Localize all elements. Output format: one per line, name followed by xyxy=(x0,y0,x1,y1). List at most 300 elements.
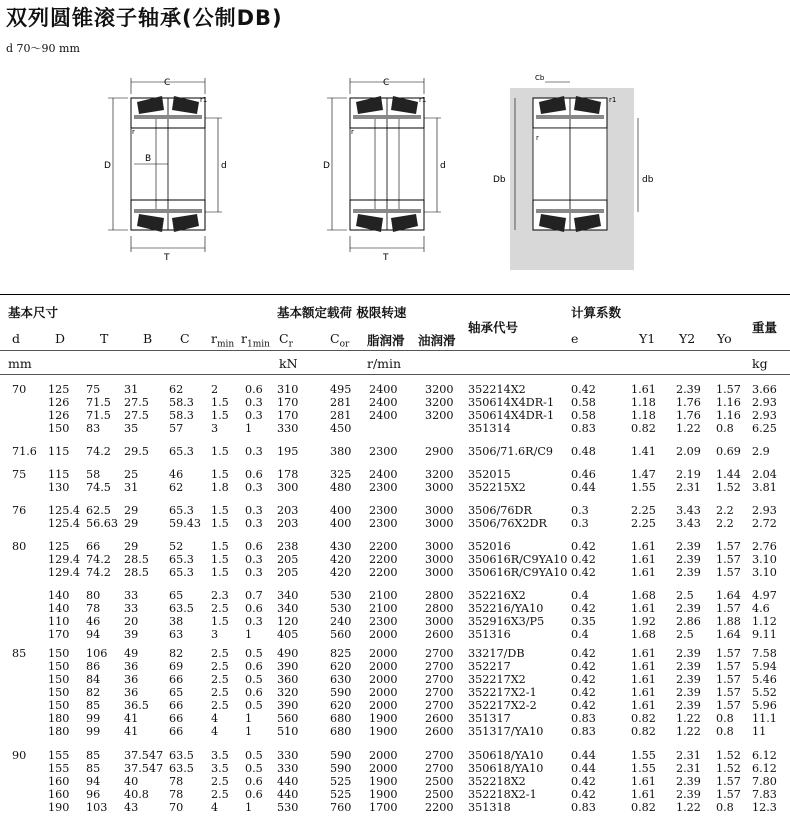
cell-Cr: 203 xyxy=(277,504,299,517)
cell-Cor: 525 xyxy=(330,788,352,801)
cell-Y1: 0.82 xyxy=(631,712,656,725)
cell-r1: 0.3 xyxy=(245,481,263,494)
cell-B: 31 xyxy=(124,383,139,396)
cell-oil: 2700 xyxy=(425,673,454,686)
cell-code: 3506/76DR xyxy=(468,504,532,517)
cell-grease: 2300 xyxy=(369,517,398,530)
cell-e: 0.4 xyxy=(571,589,589,602)
cell-Cr: 510 xyxy=(277,725,299,738)
cell-Yo: 0.8 xyxy=(716,725,734,738)
cell-D: 180 xyxy=(48,712,70,725)
table-row xyxy=(0,517,790,530)
cell-T: 74.2 xyxy=(86,445,111,458)
cell-Y1: 0.82 xyxy=(631,801,656,814)
table-row xyxy=(0,615,790,628)
cell-C: 66 xyxy=(169,699,184,712)
cell-T: 71.5 xyxy=(86,409,111,422)
dim-label-C: C xyxy=(164,78,171,88)
cell-w: 2.72 xyxy=(752,517,777,530)
unit-rmin: r/min xyxy=(367,356,402,371)
cell-r: 2.5 xyxy=(211,647,229,660)
cell-B: 29 xyxy=(124,504,139,517)
cell-B: 31 xyxy=(124,481,139,494)
cell-Y2: 3.43 xyxy=(676,504,701,517)
cell-w: 2.93 xyxy=(752,409,777,422)
cell-Y2: 2.39 xyxy=(676,775,701,788)
bearing-diagram-1 xyxy=(104,78,227,263)
cell-code: 352218X2-1 xyxy=(468,788,537,801)
cell-C: 69 xyxy=(169,660,184,673)
cell-oil: 3000 xyxy=(425,615,454,628)
cell-T: 86 xyxy=(86,660,101,673)
cell-B: 41 xyxy=(124,712,139,725)
cell-grease: 2100 xyxy=(369,602,398,615)
cell-Cr: 203 xyxy=(277,517,299,530)
cell-w: 2.76 xyxy=(752,540,777,553)
cell-Y2: 2.39 xyxy=(676,540,701,553)
cell-Cr: 320 xyxy=(277,686,299,699)
cell-Y2: 2.39 xyxy=(676,660,701,673)
header-r1min: $r_{1min}$ xyxy=(241,331,270,350)
cell-D: 160 xyxy=(48,788,70,801)
cell-e: 0.58 xyxy=(571,396,596,409)
cell-w: 3.10 xyxy=(752,566,777,579)
cell-r: 4 xyxy=(211,801,219,814)
cell-grease: 2000 xyxy=(369,686,398,699)
cell-Cor: 590 xyxy=(330,749,352,762)
cell-T: 99 xyxy=(86,725,101,738)
cell-Y2: 2.39 xyxy=(676,566,701,579)
table-row xyxy=(0,589,790,602)
dim-label-r1: r1 xyxy=(609,96,617,104)
cell-Y1: 0.82 xyxy=(631,725,656,738)
cell-e: 0.3 xyxy=(571,504,589,517)
table-row xyxy=(0,749,790,762)
unit-rule xyxy=(0,374,790,375)
cell-r: 3 xyxy=(211,628,219,641)
cell-Cr: 560 xyxy=(277,712,299,725)
cell-code: 352218X2 xyxy=(468,775,526,788)
cell-Cor: 400 xyxy=(330,517,352,530)
cell-d: 80 xyxy=(12,540,27,553)
cell-D: 160 xyxy=(48,775,70,788)
cell-Y1: 1.61 xyxy=(631,540,656,553)
cell-Y2: 2.5 xyxy=(676,589,694,602)
cell-Y2: 2.19 xyxy=(676,468,701,481)
cell-B: 40.8 xyxy=(124,788,149,801)
cell-Y2: 1.76 xyxy=(676,409,701,422)
cell-r1: 0.3 xyxy=(245,409,263,422)
cell-C: 63.5 xyxy=(169,762,194,775)
cell-w: 12.3 xyxy=(752,801,777,814)
cell-C: 62 xyxy=(169,383,184,396)
cell-oil: 2500 xyxy=(425,788,454,801)
cell-r1: 0.6 xyxy=(245,686,263,699)
cell-r1: 0.3 xyxy=(245,517,263,530)
cell-Y2: 2.39 xyxy=(676,383,701,396)
unit-kN: kN xyxy=(279,356,298,371)
cell-code: 351314 xyxy=(468,422,511,435)
header-Cor: $C_{or}$ xyxy=(330,331,350,350)
cell-r1: 0.5 xyxy=(245,762,263,775)
cell-code: 350618/YA10 xyxy=(468,762,544,775)
cell-code: 352214X2 xyxy=(468,383,526,396)
cell-Y1: 1.61 xyxy=(631,660,656,673)
cell-Cr: 170 xyxy=(277,396,299,409)
cell-Yo: 0.8 xyxy=(716,801,734,814)
cell-code: 351317/YA10 xyxy=(468,725,544,738)
cell-w: 6.12 xyxy=(752,749,777,762)
cell-C: 70 xyxy=(169,801,184,814)
cell-oil: 2200 xyxy=(425,801,454,814)
cell-B: 33 xyxy=(124,602,139,615)
cell-Yo: 2.2 xyxy=(716,504,734,517)
cell-Yo: 0.69 xyxy=(716,445,741,458)
cell-r: 2.3 xyxy=(211,589,229,602)
cell-T: 103 xyxy=(86,801,108,814)
cell-B: 49 xyxy=(124,647,139,660)
cell-Cr: 300 xyxy=(277,481,299,494)
cell-D: 140 xyxy=(48,602,70,615)
cell-grease: 2300 xyxy=(369,504,398,517)
cell-T: 71.5 xyxy=(86,396,111,409)
cell-Yo: 1.88 xyxy=(716,615,741,628)
cell-Y2: 2.5 xyxy=(676,628,694,641)
cell-code: 351316 xyxy=(468,628,511,641)
cell-e: 0.42 xyxy=(571,699,596,712)
cell-B: 35 xyxy=(124,422,139,435)
cell-T: 75 xyxy=(86,383,101,396)
cell-d: 71.6 xyxy=(12,445,37,458)
dim-label-C: C xyxy=(383,78,390,88)
cell-D: 150 xyxy=(48,422,70,435)
cell-grease: 2000 xyxy=(369,660,398,673)
cell-Yo: 0.8 xyxy=(716,422,734,435)
cell-C: 58.3 xyxy=(169,409,194,422)
cell-D: 125.4 xyxy=(48,517,81,530)
cell-w: 1.12 xyxy=(752,615,777,628)
cell-d: 70 xyxy=(12,383,27,396)
cell-Y2: 2.31 xyxy=(676,762,701,775)
table-top-rule xyxy=(0,294,790,295)
cell-T: 83 xyxy=(86,422,101,435)
cell-oil: 2700 xyxy=(425,660,454,673)
cell-Y1: 1.61 xyxy=(631,673,656,686)
table-row xyxy=(0,602,790,615)
cell-e: 0.58 xyxy=(571,409,596,422)
cell-D: 130 xyxy=(48,481,70,494)
cell-grease: 1900 xyxy=(369,725,398,738)
cell-C: 65.3 xyxy=(169,445,194,458)
table-row xyxy=(0,422,790,435)
cell-C: 63.5 xyxy=(169,749,194,762)
dim-label-r1: r1 xyxy=(200,96,208,104)
cell-r1: 0.6 xyxy=(245,788,263,801)
table-row xyxy=(0,712,790,725)
cell-e: 0.42 xyxy=(571,673,596,686)
cell-Yo: 1.52 xyxy=(716,762,741,775)
cell-w: 9.11 xyxy=(752,628,777,641)
cell-D: 115 xyxy=(48,445,70,458)
cell-r1: 1 xyxy=(245,712,253,725)
cell-Y1: 2.25 xyxy=(631,517,656,530)
table-row xyxy=(0,553,790,566)
cell-B: 36 xyxy=(124,673,139,686)
cell-Cor: 620 xyxy=(330,660,352,673)
cell-w: 7.83 xyxy=(752,788,777,801)
cell-r: 4 xyxy=(211,725,219,738)
table-row xyxy=(0,788,790,801)
header-d: d xyxy=(12,331,21,346)
cell-Cr: 530 xyxy=(277,801,299,814)
cell-Cor: 281 xyxy=(330,396,352,409)
cell-Cr: 340 xyxy=(277,589,299,602)
cell-C: 62 xyxy=(169,481,184,494)
cell-T: 74.5 xyxy=(86,481,111,494)
cell-C: 63.5 xyxy=(169,602,194,615)
cell-C: 78 xyxy=(169,788,184,801)
cell-r: 1.8 xyxy=(211,481,229,494)
cell-oil: 3000 xyxy=(425,481,454,494)
cell-Cor: 590 xyxy=(330,686,352,699)
cell-Yo: 1.57 xyxy=(716,553,741,566)
cell-D: 150 xyxy=(48,673,70,686)
cell-Y2: 1.22 xyxy=(676,712,701,725)
cell-e: 0.42 xyxy=(571,660,596,673)
cell-B: 27.5 xyxy=(124,409,149,422)
dim-label-r: r xyxy=(351,128,354,136)
cell-Y1: 1.61 xyxy=(631,775,656,788)
cell-grease: 1700 xyxy=(369,801,398,814)
cell-d: 85 xyxy=(12,647,27,660)
cell-T: 85 xyxy=(86,762,101,775)
cell-Cor: 680 xyxy=(330,725,352,738)
cell-Cr: 390 xyxy=(277,699,299,712)
cell-r: 2.5 xyxy=(211,788,229,801)
cell-oil: 2700 xyxy=(425,749,454,762)
cell-Cr: 390 xyxy=(277,660,299,673)
cell-grease: 2100 xyxy=(369,589,398,602)
cell-Cor: 325 xyxy=(330,468,352,481)
cell-Yo: 1.16 xyxy=(716,409,741,422)
cell-code: 352216/YA10 xyxy=(468,602,544,615)
cell-T: 78 xyxy=(86,602,101,615)
cell-D: 150 xyxy=(48,699,70,712)
cell-Y1: 1.61 xyxy=(631,566,656,579)
cell-Yo: 1.57 xyxy=(716,383,741,396)
cell-Y2: 2.39 xyxy=(676,602,701,615)
cell-Yo: 1.57 xyxy=(716,660,741,673)
cell-e: 0.42 xyxy=(571,788,596,801)
cell-Cr: 440 xyxy=(277,788,299,801)
bearing-diagrams xyxy=(0,58,790,293)
header-rule xyxy=(0,350,790,351)
cell-r: 1.5 xyxy=(211,445,229,458)
table-row xyxy=(0,801,790,814)
cell-Cor: 281 xyxy=(330,409,352,422)
cell-Y1: 1.61 xyxy=(631,647,656,660)
cell-Y1: 1.18 xyxy=(631,396,656,409)
cell-C: 57 xyxy=(169,422,184,435)
cell-T: 74.2 xyxy=(86,553,111,566)
table-row xyxy=(0,725,790,738)
page-title: 双列圆锥滚子轴承(公制DB) xyxy=(6,6,283,30)
cell-Yo: 1.16 xyxy=(716,396,741,409)
table-row xyxy=(0,540,790,553)
cell-B: 25 xyxy=(124,468,139,481)
cell-B: 29.5 xyxy=(124,445,149,458)
cell-code: 350614X4DR-1 xyxy=(468,409,555,422)
cell-D: 150 xyxy=(48,647,70,660)
cell-oil: 3200 xyxy=(425,409,454,422)
cell-r: 2.5 xyxy=(211,660,229,673)
cell-e: 0.48 xyxy=(571,445,596,458)
cell-e: 0.4 xyxy=(571,628,589,641)
cell-code: 352217 xyxy=(468,660,511,673)
cell-r: 2 xyxy=(211,383,219,396)
header-D: D xyxy=(55,331,66,346)
table-row xyxy=(0,468,790,481)
cell-D: 150 xyxy=(48,686,70,699)
cell-code: 350614X4DR-1 xyxy=(468,396,555,409)
cell-e: 0.44 xyxy=(571,749,596,762)
cell-Yo: 1.57 xyxy=(716,673,741,686)
cell-Y2: 2.39 xyxy=(676,553,701,566)
cell-oil: 3200 xyxy=(425,468,454,481)
table-row xyxy=(0,762,790,775)
cell-w: 3.81 xyxy=(752,481,777,494)
cell-d: 76 xyxy=(12,504,27,517)
cell-C: 59.43 xyxy=(169,517,202,530)
cell-code: 33217/DB xyxy=(468,647,525,660)
cell-C: 65 xyxy=(169,686,184,699)
cell-Y1: 1.68 xyxy=(631,628,656,641)
cell-r1: 0.6 xyxy=(245,775,263,788)
cell-C: 82 xyxy=(169,647,184,660)
cell-T: 94 xyxy=(86,628,101,641)
cell-grease: 2300 xyxy=(369,445,398,458)
cell-B: 29 xyxy=(124,540,139,553)
cell-code: 352216X2 xyxy=(468,589,526,602)
cell-Yo: 1.52 xyxy=(716,749,741,762)
bearing-diagram-2 xyxy=(323,78,446,263)
cell-w: 5.46 xyxy=(752,673,777,686)
cell-r: 1.5 xyxy=(211,468,229,481)
cell-e: 0.42 xyxy=(571,540,596,553)
cell-oil: 3000 xyxy=(425,553,454,566)
cell-r: 2.5 xyxy=(211,699,229,712)
cell-oil: 2800 xyxy=(425,602,454,615)
cell-Cor: 530 xyxy=(330,602,352,615)
cell-Y2: 2.39 xyxy=(676,647,701,660)
cell-D: 129.4 xyxy=(48,553,81,566)
cell-r1: 0.6 xyxy=(245,660,263,673)
cell-Cr: 330 xyxy=(277,762,299,775)
table-row xyxy=(0,775,790,788)
cell-r: 1.5 xyxy=(211,566,229,579)
cell-Cr: 330 xyxy=(277,749,299,762)
cell-grease: 1900 xyxy=(369,712,398,725)
cell-r1: 0.7 xyxy=(245,589,263,602)
header-oil: 油润滑 xyxy=(418,333,456,348)
cell-T: 85 xyxy=(86,749,101,762)
header-grease: 脂润滑 xyxy=(367,333,405,348)
cell-r1: 0.5 xyxy=(245,699,263,712)
header-e: e xyxy=(571,331,579,346)
cell-T: 46 xyxy=(86,615,101,628)
table-row xyxy=(0,445,790,458)
cell-w: 6.25 xyxy=(752,422,777,435)
cell-Y2: 2.31 xyxy=(676,749,701,762)
cell-Y2: 1.22 xyxy=(676,422,701,435)
cell-Y1: 1.61 xyxy=(631,788,656,801)
cell-w: 2.93 xyxy=(752,396,777,409)
cell-D: 115 xyxy=(48,468,70,481)
cell-w: 4.97 xyxy=(752,589,777,602)
cell-Y1: 2.25 xyxy=(631,504,656,517)
cell-C: 46 xyxy=(169,468,184,481)
cell-code: 351318 xyxy=(468,801,511,814)
cell-D: 126 xyxy=(48,396,70,409)
cell-Y1: 1.47 xyxy=(631,468,656,481)
cell-B: 43 xyxy=(124,801,139,814)
cell-oil: 2900 xyxy=(425,445,454,458)
cell-Cor: 760 xyxy=(330,801,352,814)
dim-label-r1: r1 xyxy=(419,96,427,104)
cell-e: 0.46 xyxy=(571,468,596,481)
cell-grease: 2400 xyxy=(369,409,398,422)
cell-Yo: 0.8 xyxy=(716,712,734,725)
header-Y1: Y1 xyxy=(639,331,656,346)
cell-grease: 2400 xyxy=(369,396,398,409)
cell-oil: 2700 xyxy=(425,762,454,775)
cell-D: 125.4 xyxy=(48,504,81,517)
cell-Cor: 420 xyxy=(330,566,352,579)
cell-e: 0.83 xyxy=(571,422,596,435)
size-range: d 70～90 mm xyxy=(6,42,80,55)
cell-e: 0.42 xyxy=(571,566,596,579)
cell-Cr: 360 xyxy=(277,673,299,686)
cell-D: 190 xyxy=(48,801,70,814)
header-calc: 计算系数 xyxy=(571,305,622,320)
cell-grease: 2000 xyxy=(369,628,398,641)
cell-Y2: 2.39 xyxy=(676,788,701,801)
cell-w: 2.9 xyxy=(752,445,770,458)
cell-Yo: 1.57 xyxy=(716,788,741,801)
header-basic-size: 基本尺寸 xyxy=(8,305,59,320)
cell-w: 6.12 xyxy=(752,762,777,775)
header-T: T xyxy=(100,331,109,346)
cell-r: 1.5 xyxy=(211,517,229,530)
cell-D: 140 xyxy=(48,589,70,602)
header-Cr: $C_r$ xyxy=(279,331,293,350)
cell-Cor: 430 xyxy=(330,540,352,553)
cell-Yo: 1.57 xyxy=(716,602,741,615)
cell-grease: 2200 xyxy=(369,553,398,566)
cell-r: 2.5 xyxy=(211,686,229,699)
cell-oil: 2600 xyxy=(425,725,454,738)
cell-B: 28.5 xyxy=(124,553,149,566)
cell-T: 56.63 xyxy=(86,517,119,530)
cell-D: 126 xyxy=(48,409,70,422)
cell-grease: 2000 xyxy=(369,699,398,712)
cell-e: 0.42 xyxy=(571,383,596,396)
cell-e: 0.42 xyxy=(571,647,596,660)
cell-T: 66 xyxy=(86,540,101,553)
cell-C: 38 xyxy=(169,615,184,628)
header-C: C xyxy=(180,331,190,346)
cell-D: 170 xyxy=(48,628,70,641)
